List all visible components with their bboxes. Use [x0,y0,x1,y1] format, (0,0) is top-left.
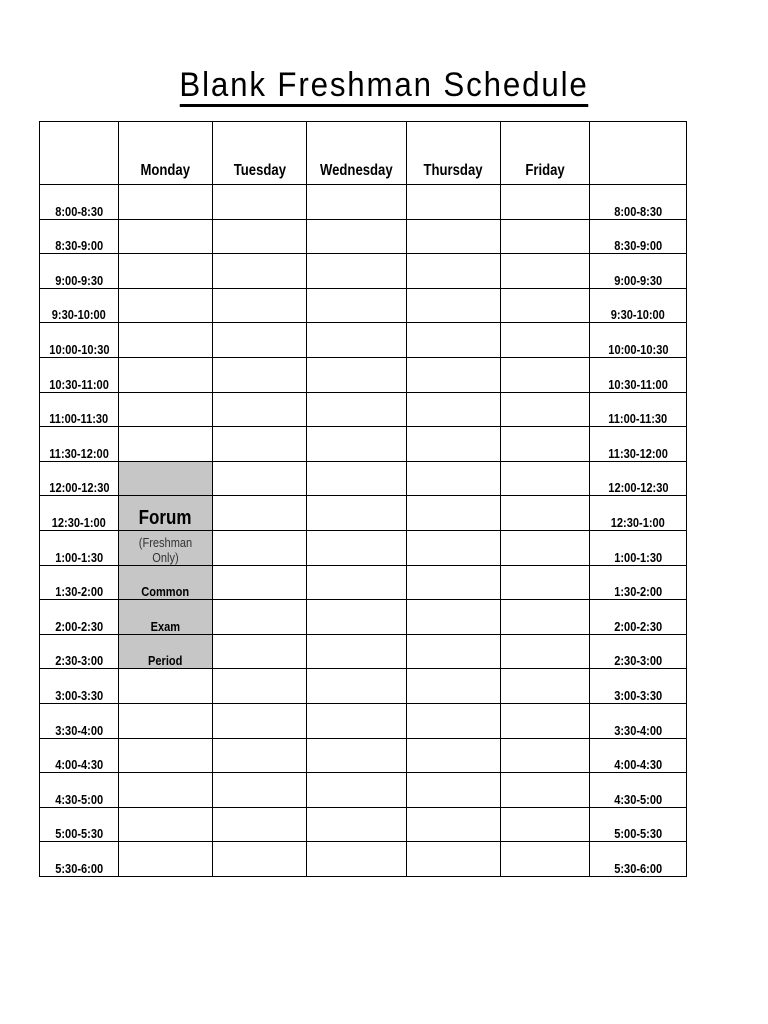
time-row [40,600,687,635]
time-label-text: 12:00-12:30 [48,480,110,496]
schedule-cell [307,634,407,669]
time-label-text: 1:30-2:00 [55,584,103,600]
schedule-cell [307,738,407,773]
schedule-body [40,185,687,877]
schedule-cell [213,565,307,600]
time-label-text: 10:00-10:30 [607,341,669,357]
schedule-cell [119,738,213,773]
schedule-cell [501,634,590,669]
schedule-cell [501,530,590,565]
schedule-cell [501,254,590,289]
time-label-right [590,634,687,669]
schedule-cell [501,669,590,704]
schedule-cell [501,738,590,773]
forum-block-text: Common [141,584,190,600]
time-label-text: 9:00-9:30 [55,272,103,288]
time-label-text: 3:00-3:30 [55,687,103,703]
page-title [31,66,738,107]
schedule-cell [307,219,407,254]
header-day: Thursday [407,122,501,185]
time-row [40,703,687,738]
time-label-text: 3:00-3:30 [614,687,662,703]
schedule-cell [213,634,307,669]
schedule-cell [119,357,213,392]
time-label-text: 8:00-8:30 [614,203,662,219]
schedule-cell [407,219,501,254]
time-row [40,807,687,842]
time-label-left [40,565,119,600]
schedule-cell [501,219,590,254]
time-label-right [590,219,687,254]
time-label-text: 12:00-12:30 [607,480,669,496]
schedule-cell [213,288,307,323]
time-row [40,738,687,773]
schedule-cell [307,357,407,392]
schedule-cell [407,392,501,427]
page-title-text: Blank Freshman Schedule [179,66,588,107]
schedule-cell [213,669,307,704]
schedule-cell [119,842,213,877]
header-day: Tuesday [213,122,307,185]
time-label-text: 2:30-3:00 [614,653,662,669]
time-row [40,254,687,289]
time-row [40,392,687,427]
schedule-cell [213,703,307,738]
schedule-cell [407,496,501,531]
header-day: Friday [501,122,590,185]
schedule-cell [119,185,213,220]
time-label-text: 9:00-9:30 [614,272,662,288]
time-label-right [590,565,687,600]
time-label-text: 5:30-6:00 [614,860,662,876]
time-label-right [590,807,687,842]
forum-block-text: Exam [150,618,181,634]
time-label-text: 9:30-10:00 [51,307,107,323]
schedule-cell [119,427,213,462]
time-label-text: 5:00-5:30 [55,826,103,842]
time-label-text: 3:30-4:00 [614,722,662,738]
schedule-cell [407,600,501,635]
time-label-left [40,323,119,358]
schedule-cell [407,565,501,600]
schedule-cell [213,496,307,531]
schedule-cell [213,185,307,220]
forum-block-text: (Freshman Only) [138,534,193,565]
schedule-cell [213,600,307,635]
schedule-cell [213,461,307,496]
schedule-cell [307,565,407,600]
schedule-cell [307,323,407,358]
schedule-cell [307,703,407,738]
schedule-cell [407,323,501,358]
time-label-text: 1:00-1:30 [55,549,103,565]
schedule-cell [307,461,407,496]
header-row [40,122,687,185]
time-label-text: 12:30-1:00 [51,514,107,530]
schedule-cell [407,530,501,565]
time-label-text: 1:00-1:30 [614,549,662,565]
schedule-cell [307,427,407,462]
forum-block-cell [119,530,213,565]
time-row [40,288,687,323]
schedule-cell [119,773,213,808]
time-label-left [40,185,119,220]
forum-block-text: Period [148,653,183,669]
schedule-cell [213,219,307,254]
time-label-left [40,254,119,289]
header-corner-right [590,122,687,185]
time-row [40,842,687,877]
time-label-text: 4:30-5:00 [614,791,662,807]
schedule-cell [407,634,501,669]
schedule-cell [501,565,590,600]
time-label-text: 2:30-3:00 [55,653,103,669]
schedule-cell [119,703,213,738]
schedule-cell [119,669,213,704]
time-label-left [40,530,119,565]
time-row [40,461,687,496]
schedule-cell [119,288,213,323]
time-label-text: 4:30-5:00 [55,791,103,807]
time-label-right [590,600,687,635]
schedule-cell [501,600,590,635]
schedule-cell [213,323,307,358]
schedule-cell [119,807,213,842]
forum-block-text: Forum [139,506,192,529]
header-day: Monday [119,122,213,185]
time-label-right [590,185,687,220]
schedule-cell [307,530,407,565]
time-label-right [590,323,687,358]
schedule-cell [501,842,590,877]
schedule-cell [307,807,407,842]
time-label-text: 8:30-9:00 [614,238,662,254]
schedule-cell [213,427,307,462]
schedule-cell [213,254,307,289]
time-label-text: 5:00-5:30 [614,826,662,842]
schedule-cell [407,669,501,704]
schedule-cell [213,530,307,565]
time-label-right [590,392,687,427]
time-label-left [40,669,119,704]
time-label-left [40,738,119,773]
schedule-cell [307,496,407,531]
time-label-left [40,634,119,669]
schedule-cell [119,323,213,358]
schedule-cell [407,288,501,323]
forum-block-cell [119,600,213,635]
time-label-right [590,842,687,877]
time-row [40,323,687,358]
time-label-left [40,773,119,808]
schedule-cell [501,357,590,392]
time-label-left [40,288,119,323]
time-label-text: 2:00-2:30 [614,618,662,634]
schedule-cell [307,185,407,220]
schedule-cell [501,288,590,323]
schedule-cell [407,773,501,808]
time-label-left [40,807,119,842]
forum-block-cell [119,461,213,496]
forum-block-cell [119,634,213,669]
schedule-cell [307,773,407,808]
time-label-right [590,738,687,773]
time-label-right [590,254,687,289]
schedule-cell [213,357,307,392]
time-label-left [40,600,119,635]
time-row [40,496,687,531]
schedule-cell [119,219,213,254]
schedule-cell [501,807,590,842]
time-label-text: 11:00-11:30 [49,411,109,427]
time-label-right [590,288,687,323]
schedule-cell [501,773,590,808]
time-label-left [40,703,119,738]
schedule-cell [307,254,407,289]
time-label-text: 1:30-2:00 [614,584,662,600]
schedule-cell [501,392,590,427]
schedule-cell [501,703,590,738]
schedule-cell [213,773,307,808]
time-label-right [590,773,687,808]
time-label-text: 5:30-6:00 [55,860,103,876]
time-label-text: 3:30-4:00 [55,722,103,738]
time-row [40,357,687,392]
time-label-text: 11:00-11:30 [608,411,668,427]
time-row [40,669,687,704]
schedule-table [39,121,687,877]
time-label-left [40,461,119,496]
time-label-text: 12:30-1:00 [610,514,666,530]
schedule-cell [213,738,307,773]
time-label-left [40,219,119,254]
time-label-left [40,427,119,462]
time-label-left [40,496,119,531]
header-corner-left [40,122,119,185]
time-label-text: 10:00-10:30 [48,341,110,357]
time-label-text: 9:30-10:00 [610,307,666,323]
schedule-cell [407,842,501,877]
time-row [40,565,687,600]
time-label-right [590,496,687,531]
schedule-cell [119,254,213,289]
schedule-cell [407,254,501,289]
forum-block-cell [119,565,213,600]
time-label-text: 10:30-11:00 [608,376,668,392]
schedule-cell [501,461,590,496]
forum-block-cell [119,496,213,531]
time-label-text: 4:00-4:30 [614,757,662,773]
schedule-cell [501,185,590,220]
schedule-cell [119,392,213,427]
time-label-text: 4:00-4:30 [55,757,103,773]
time-label-left [40,392,119,427]
time-label-right [590,703,687,738]
schedule-cell [407,807,501,842]
schedule-cell [501,323,590,358]
time-row [40,185,687,220]
time-row [40,427,687,462]
time-label-left [40,842,119,877]
schedule-cell [407,357,501,392]
schedule-cell [307,669,407,704]
schedule-cell [307,600,407,635]
schedule-cell [213,392,307,427]
time-label-text: 10:30-11:00 [49,376,109,392]
header-day: Wednesday [307,122,407,185]
time-label-left [40,357,119,392]
time-row [40,219,687,254]
schedule-cell [407,738,501,773]
schedule-cell [501,496,590,531]
schedule-cell [213,807,307,842]
schedule-cell [407,703,501,738]
schedule-cell [407,427,501,462]
time-label-right [590,427,687,462]
schedule-cell [407,185,501,220]
time-label-right [590,461,687,496]
time-row [40,773,687,808]
schedule-cell [213,842,307,877]
schedule-cell [501,427,590,462]
time-label-right [590,357,687,392]
time-label-text: 8:30-9:00 [55,238,103,254]
schedule-cell [307,288,407,323]
time-label-text: 2:00-2:30 [55,618,103,634]
time-row [40,530,687,565]
time-label-right [590,669,687,704]
time-row [40,634,687,669]
time-label-right [590,530,687,565]
time-label-text: 11:30-12:00 [49,445,109,461]
schedule-cell [307,842,407,877]
time-label-text: 11:30-12:00 [608,445,668,461]
schedule-cell [407,461,501,496]
schedule-cell [307,392,407,427]
time-label-text: 8:00-8:30 [55,203,103,219]
